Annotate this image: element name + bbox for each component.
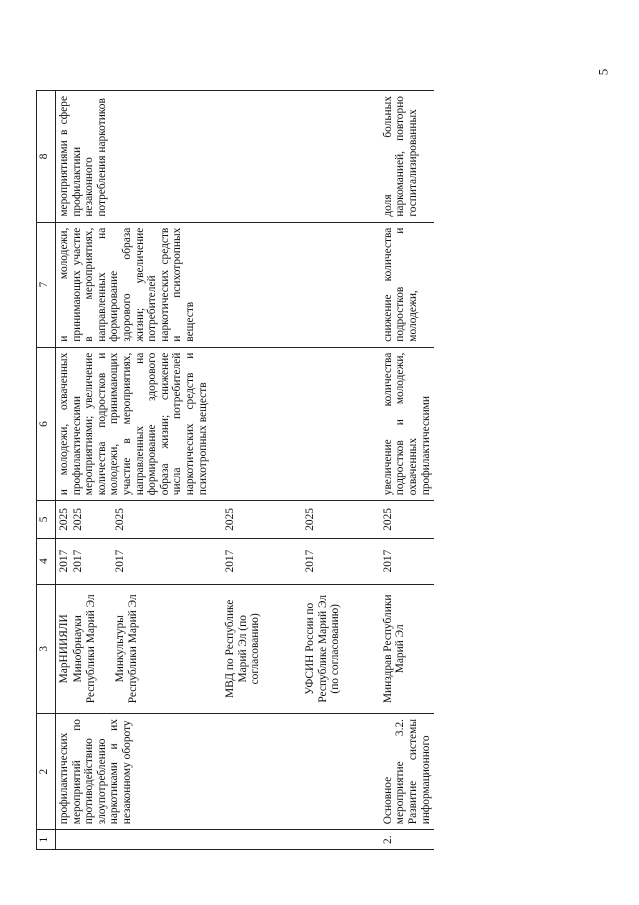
start-year-2: 2017 (72, 549, 84, 573)
row2-col4: 2017 (376, 538, 434, 584)
row2-col3: Минздрав Республики Марий Эл (376, 584, 434, 713)
executor-1: МарНИИЯЛИ (58, 614, 70, 684)
row1-col4 (56, 538, 344, 584)
row2-col8: доля больных наркоманией, повторно госпитализированных (376, 91, 434, 223)
spacer-row (344, 91, 376, 850)
rotated-table-container (36, 90, 576, 850)
table-row (376, 91, 434, 850)
end-year-1: 2025 (58, 508, 70, 531)
executor-3: Минкультуры Республики Марий Эл (114, 594, 139, 704)
start-year-1: 2017 (58, 549, 70, 573)
executor-4: МВД по Республике Марий Эл (по согласованию) (224, 599, 262, 698)
row2-col6: увеличение количества подростков и молодежи, охваченных профилактическими (376, 347, 434, 501)
row1-col7: и молодежи, принимающих участие в мероприятиях, направленных на формирование здорового образа жизни; увеличение потребителей наркотических средств и психотропных веществ (56, 222, 344, 347)
row1-col1 (56, 830, 344, 850)
end-year-4: 2025 (224, 508, 236, 531)
program-table (36, 90, 434, 850)
header-cell-2: 2 (37, 714, 56, 830)
start-year-5: 2017 (304, 549, 316, 573)
header-cell-5: 5 (37, 501, 56, 538)
table-row (56, 91, 344, 850)
row1-col8: мероприятиями в сфере профилактики незаконного потребления наркотиков (56, 91, 344, 223)
header-cell-7: 7 (37, 222, 56, 347)
row1-col3 (56, 584, 344, 713)
header-cell-3: 3 (37, 584, 56, 713)
page-number: 5 (595, 68, 611, 76)
start-year-3: 2017 (114, 549, 126, 573)
row2-col5: 2025 (376, 501, 434, 538)
header-cell-8: 8 (37, 91, 56, 223)
header-cell-4: 4 (37, 538, 56, 584)
executor-5: УФСИН России по Республике Марий Эл (по согласованию) (304, 594, 342, 703)
header-cell-1: 1 (37, 830, 56, 850)
row2-col7: снижение количества подростков и молодежи, (376, 222, 434, 347)
end-year-3: 2025 (114, 508, 126, 531)
start-year-4: 2017 (224, 549, 236, 573)
executor-2: Минобрнауки Республики Марий Эл (72, 594, 97, 704)
row1-col6: и молодежи, охваченных профилактическими мероприятиями; увеличение количества подростков и молодежи, принимающих участие в мероприятиях, направленных на формирование здорового образа жизни; снижение числа потребителей наркотических средств и психотропных веществ (56, 347, 344, 501)
end-year-2: 2025 (72, 508, 84, 531)
row1-col5 (56, 501, 344, 538)
row1-col2: профилактических мероприятий по противодействию злоупотреблению наркотиками и их незаконному обороту (56, 714, 344, 830)
end-year-5: 2025 (304, 508, 316, 531)
header-row (37, 91, 56, 850)
row2-col1: 2. (376, 830, 434, 850)
header-cell-6: 6 (37, 347, 56, 501)
row2-col2: Основное мероприятие 3.2. Развитие системы информационного (376, 714, 434, 830)
